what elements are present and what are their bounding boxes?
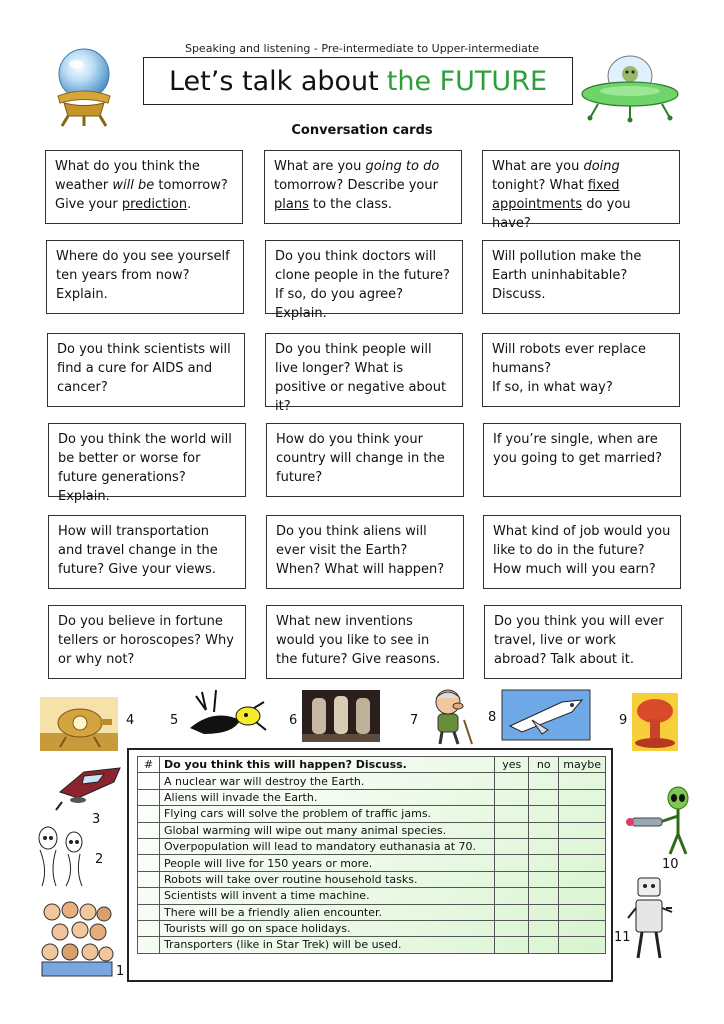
no-cell[interactable] bbox=[529, 789, 559, 805]
statement-cell: Scientists will invent a time machine. bbox=[160, 888, 495, 904]
conversation-card: Will pollution make the Earth uninhabitable? Discuss. bbox=[482, 240, 680, 314]
yes-cell[interactable] bbox=[495, 822, 529, 838]
conversation-card: What kind of job would you like to do in the future? How much will you earn? bbox=[483, 515, 681, 589]
table-row bbox=[138, 773, 606, 789]
table-row bbox=[138, 806, 606, 822]
picture-number: 1 bbox=[116, 964, 125, 979]
no-cell[interactable] bbox=[529, 773, 559, 789]
yes-cell[interactable] bbox=[495, 871, 529, 887]
table-row bbox=[138, 855, 606, 871]
row-number-cell bbox=[138, 773, 160, 789]
table-header-row bbox=[138, 757, 606, 773]
no-cell[interactable] bbox=[529, 822, 559, 838]
maybe-cell[interactable] bbox=[559, 904, 606, 920]
statement-cell: Tourists will go on space holidays. bbox=[160, 920, 495, 936]
row-number-cell bbox=[138, 855, 160, 871]
header-maybe: maybe bbox=[559, 757, 606, 773]
conversation-card: What new inventions would you like to see in the future? Give reasons. bbox=[266, 605, 464, 679]
conversation-card: If you’re single, when are you going to get married? bbox=[483, 423, 681, 497]
statement-cell: Flying cars will solve the problem of traffic jams. bbox=[160, 806, 495, 822]
no-cell[interactable] bbox=[529, 838, 559, 854]
page-title bbox=[143, 57, 573, 105]
picture-number: 5 bbox=[170, 713, 179, 728]
header-question: Do you think this will happen? Discuss. bbox=[160, 757, 495, 773]
table-row bbox=[138, 937, 606, 953]
ufo-alien-icon bbox=[580, 50, 680, 122]
picture-number: 7 bbox=[410, 713, 419, 728]
statement-cell: Aliens will invade the Earth. bbox=[160, 789, 495, 805]
table-row bbox=[138, 888, 606, 904]
picture-number: 9 bbox=[619, 713, 628, 728]
table-row bbox=[138, 871, 606, 887]
crowd-icon bbox=[40, 900, 114, 978]
table-row bbox=[138, 920, 606, 936]
title-green: the FUTURE bbox=[386, 65, 548, 97]
no-cell[interactable] bbox=[529, 920, 559, 936]
aliens-couple-icon bbox=[30, 826, 92, 888]
conversation-card: Do you think the world will be better or worse for future generations? Explain. bbox=[48, 423, 246, 497]
row-number-cell bbox=[138, 789, 160, 805]
crystal-ball-icon bbox=[50, 46, 118, 128]
maybe-cell[interactable] bbox=[559, 920, 606, 936]
picture-number: 2 bbox=[95, 852, 104, 867]
no-cell[interactable] bbox=[529, 855, 559, 871]
maybe-cell[interactable] bbox=[559, 773, 606, 789]
conversation-card: Do you think aliens will ever visit the Earth? When? What will happen? bbox=[266, 515, 464, 589]
statement-cell: Overpopulation will lead to mandatory euthanasia at 70. bbox=[160, 838, 495, 854]
statement-cell: A nuclear war will destroy the Earth. bbox=[160, 773, 495, 789]
picture-number: 10 bbox=[662, 857, 679, 872]
maybe-cell[interactable] bbox=[559, 888, 606, 904]
maybe-cell[interactable] bbox=[559, 855, 606, 871]
flying-car-icon bbox=[54, 758, 128, 812]
row-number-cell bbox=[138, 822, 160, 838]
maybe-cell[interactable] bbox=[559, 806, 606, 822]
yes-cell[interactable] bbox=[495, 920, 529, 936]
statement-cell: Global warming will wipe out many animal species. bbox=[160, 822, 495, 838]
picture-number: 11 bbox=[614, 930, 631, 945]
table-row bbox=[138, 789, 606, 805]
row-number-cell bbox=[138, 937, 160, 953]
page-subtitle: Speaking and listening - Pre-intermediate to Upper-intermediate bbox=[184, 42, 540, 55]
table-row bbox=[138, 822, 606, 838]
yes-cell[interactable] bbox=[495, 773, 529, 789]
row-number-cell bbox=[138, 806, 160, 822]
statement-cell: People will live for 150 years or more. bbox=[160, 855, 495, 871]
discussion-table-frame bbox=[127, 748, 613, 982]
conversation-card: Do you think doctors will clone people in the future? If so, do you agree? Explain. bbox=[265, 240, 463, 314]
conversation-card: What do you think the weather will be tomorrow? Give your prediction. bbox=[45, 150, 243, 224]
yes-cell[interactable] bbox=[495, 789, 529, 805]
yes-cell[interactable] bbox=[495, 838, 529, 854]
maybe-cell[interactable] bbox=[559, 937, 606, 953]
conversation-card: How do you think your country will change in the future? bbox=[266, 423, 464, 497]
maybe-cell[interactable] bbox=[559, 822, 606, 838]
cryo-pods-icon bbox=[302, 690, 380, 742]
yes-cell[interactable] bbox=[495, 904, 529, 920]
space-shuttle-icon bbox=[502, 690, 590, 740]
picture-number: 4 bbox=[126, 713, 135, 728]
conversation-card: Where do you see yourself ten years from now? Explain. bbox=[46, 240, 244, 314]
statement-cell: There will be a friendly alien encounter. bbox=[160, 904, 495, 920]
statement-cell: Transporters (like in Star Trek) will be used. bbox=[160, 937, 495, 953]
old-man-icon bbox=[424, 686, 484, 746]
conversation-card: What are you going to do tomorrow? Describe your plans to the class. bbox=[264, 150, 462, 224]
green-alien-icon bbox=[624, 786, 700, 858]
maybe-cell[interactable] bbox=[559, 871, 606, 887]
picture-number: 8 bbox=[488, 710, 497, 725]
row-number-cell bbox=[138, 920, 160, 936]
section-heading: Conversation cards bbox=[291, 123, 433, 138]
maybe-cell[interactable] bbox=[559, 838, 606, 854]
no-cell[interactable] bbox=[529, 937, 559, 953]
yes-cell[interactable] bbox=[495, 806, 529, 822]
nuclear-cloud-icon bbox=[632, 693, 678, 751]
yes-cell[interactable] bbox=[495, 888, 529, 904]
no-cell[interactable] bbox=[529, 904, 559, 920]
conversation-card: Do you think scientists will find a cure for AIDS and cancer? bbox=[47, 333, 245, 407]
title-black: Let’s talk about bbox=[168, 65, 379, 97]
conversation-card: Do you think you will ever travel, live or work abroad? Talk about it. bbox=[484, 605, 682, 679]
conversation-card: How will transportation and travel change in the future? Give your views. bbox=[48, 515, 246, 589]
picture-number: 3 bbox=[92, 812, 101, 827]
no-cell[interactable] bbox=[529, 806, 559, 822]
header-yes: yes bbox=[495, 757, 529, 773]
bathysphere-icon bbox=[40, 697, 118, 751]
conversation-card: Will robots ever replace humans? If so, in what way? bbox=[482, 333, 680, 407]
row-number-cell bbox=[138, 888, 160, 904]
conversation-card: Do you think people will live longer? What is positive or negative about it? bbox=[265, 333, 463, 407]
maybe-cell[interactable] bbox=[559, 789, 606, 805]
picture-number: 6 bbox=[289, 713, 298, 728]
conversation-card: What are you doing tonight? What fixed appointments do you have? bbox=[482, 150, 680, 224]
row-number-cell bbox=[138, 871, 160, 887]
no-cell[interactable] bbox=[529, 888, 559, 904]
discussion-table bbox=[137, 756, 606, 954]
yes-cell[interactable] bbox=[495, 855, 529, 871]
statement-cell: Robots will take over routine household tasks. bbox=[160, 871, 495, 887]
table-row bbox=[138, 838, 606, 854]
row-number-cell bbox=[138, 904, 160, 920]
alien-probe-icon bbox=[184, 690, 270, 742]
header-no: no bbox=[529, 757, 559, 773]
table-row bbox=[138, 904, 606, 920]
yes-cell[interactable] bbox=[495, 937, 529, 953]
no-cell[interactable] bbox=[529, 871, 559, 887]
row-number-cell bbox=[138, 838, 160, 854]
conversation-card: Do you believe in fortune tellers or horoscopes? Why or why not? bbox=[48, 605, 246, 679]
header-number: # bbox=[138, 757, 160, 773]
robot-waiter-icon bbox=[628, 878, 672, 962]
